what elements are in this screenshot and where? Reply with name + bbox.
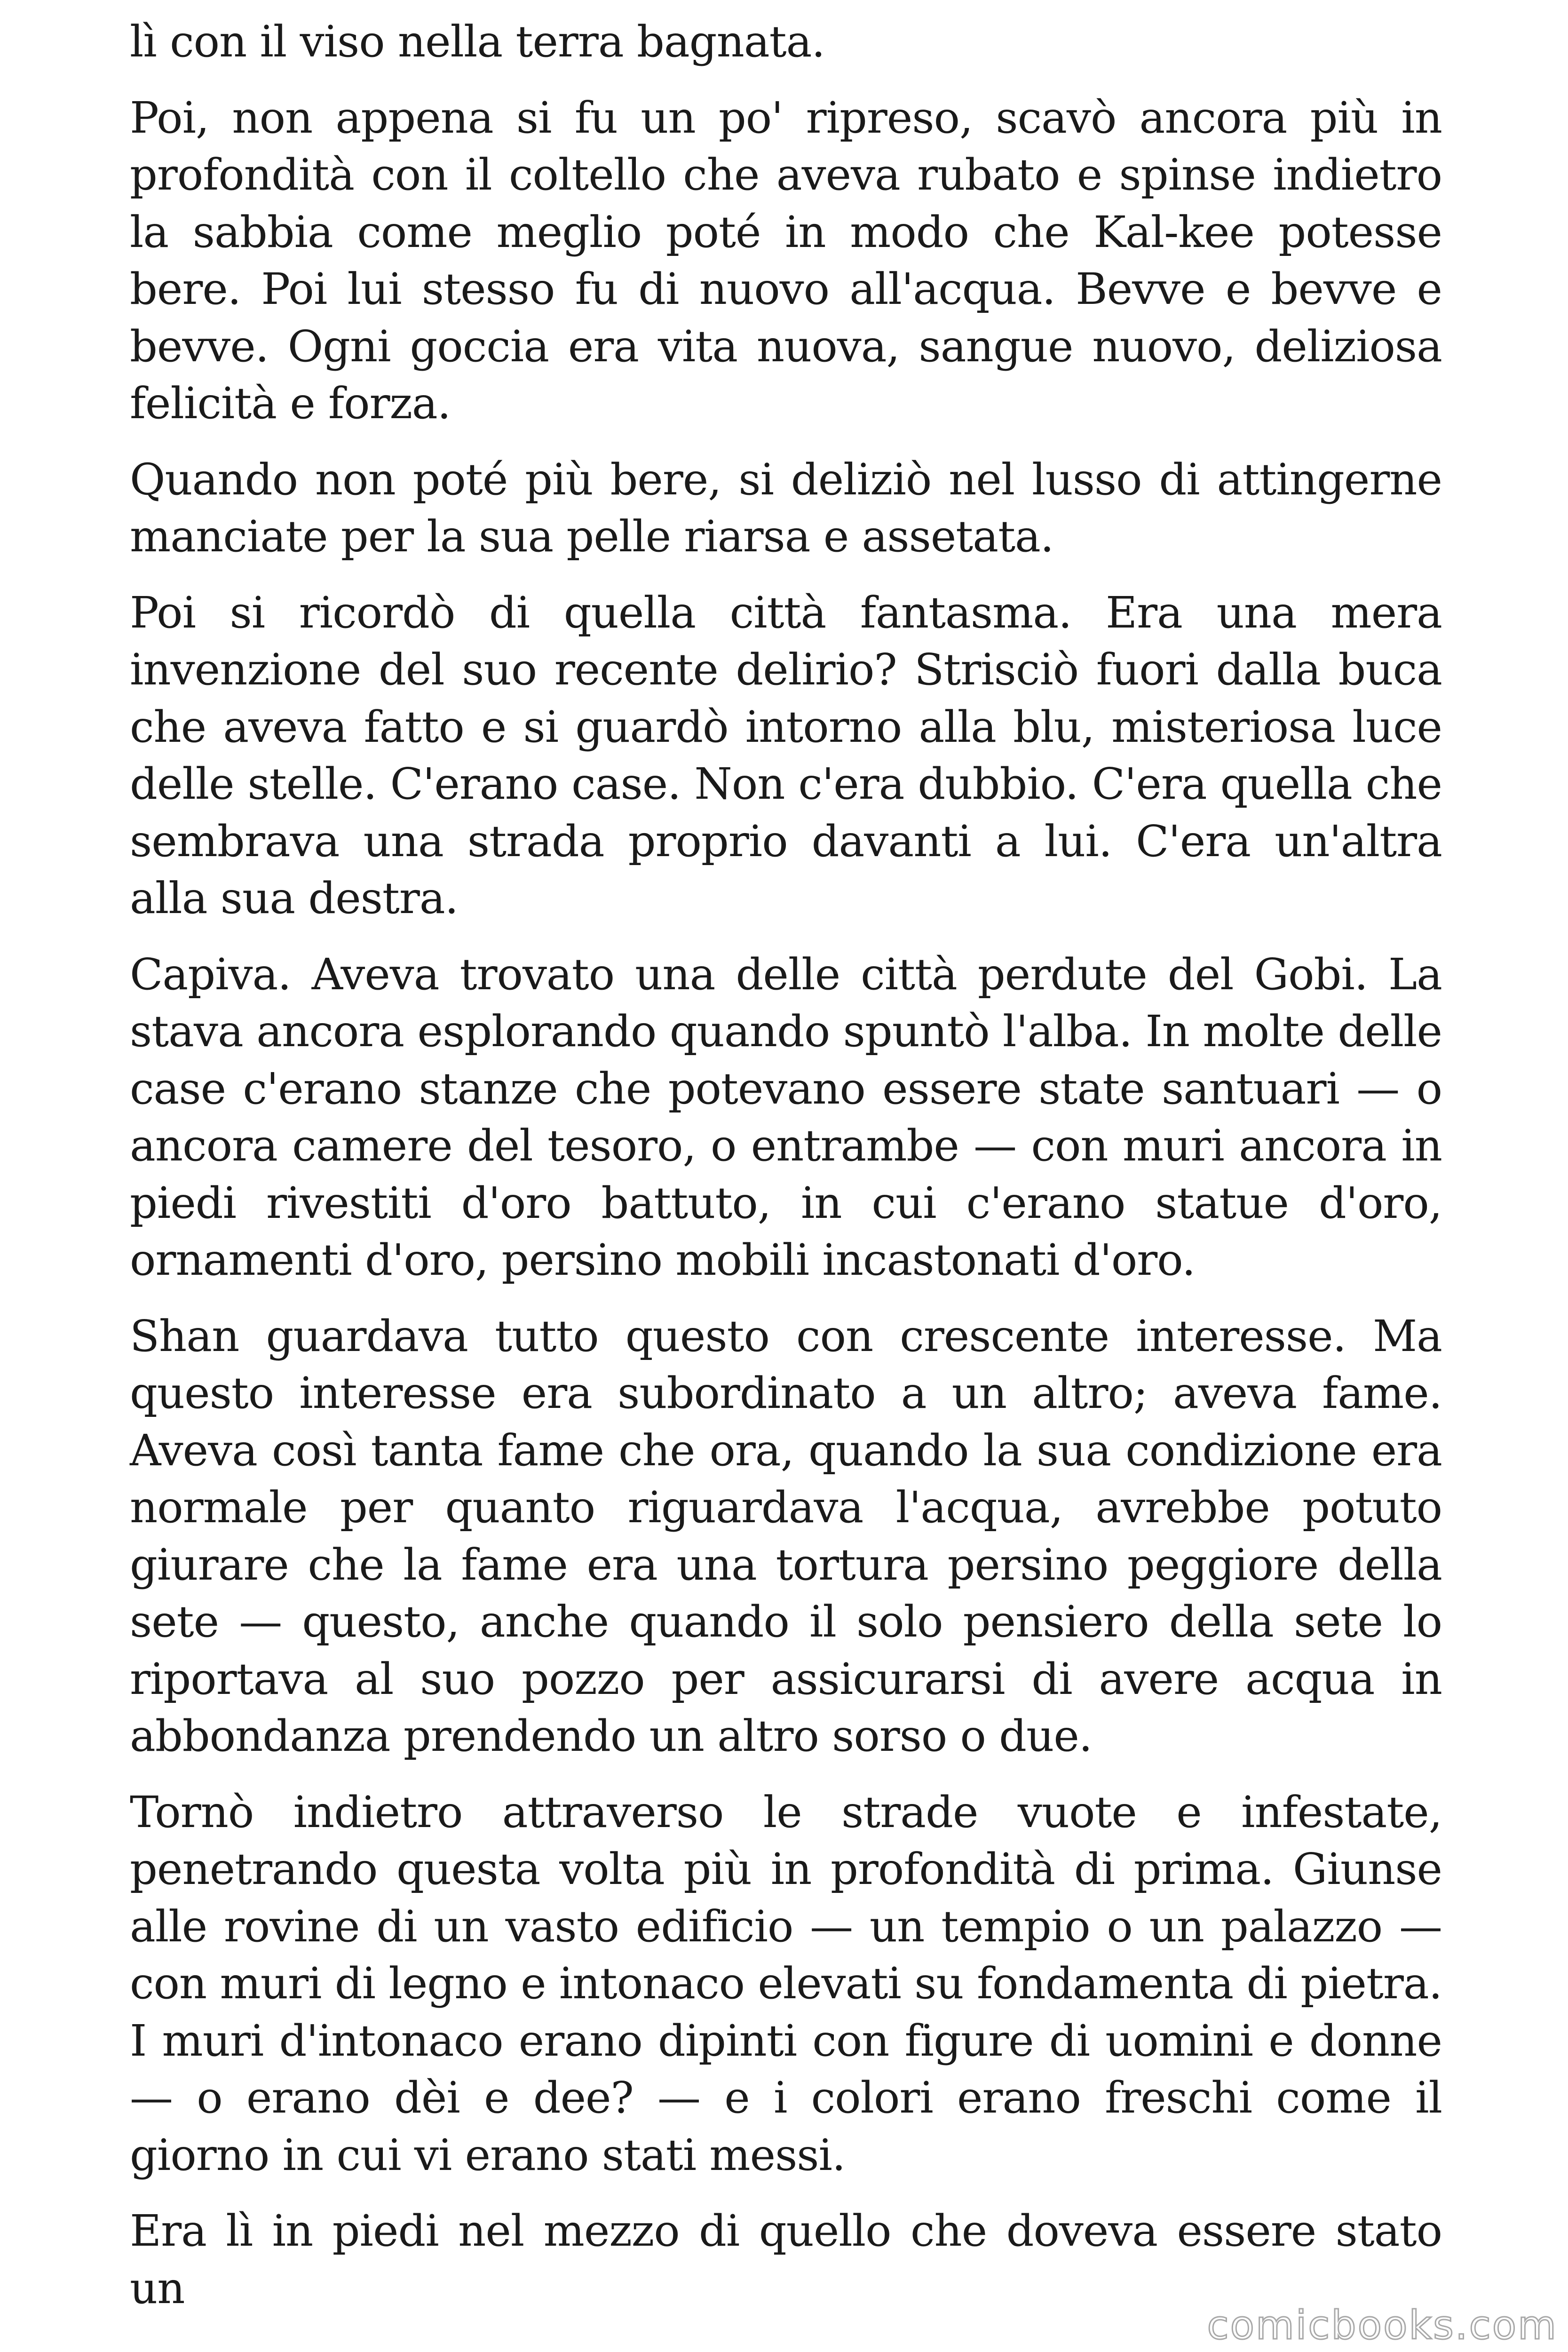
paragraph: Poi, non appena si fu un po' ripreso, scavò ancora più in profondità con il coltello che aveva rubato e spinse indietro la sabbia come meglio poté in modo che Kal-kee potesse bere. Poi lui stesso fu di nuovo all'acqua. Bevve e bevve e bevve. Ogni goccia era vita nuova, sangue nuovo, deliziosa felicità e forza. (130, 92, 1442, 429)
watermark-logo: comicbooks.com (1207, 2302, 1558, 2348)
paragraph: lì con il viso nella terra bagnata. (130, 16, 825, 67)
paragraph: Era lì in piedi nel mezzo di quello che doveva essere stato un (130, 2206, 1442, 2313)
paragraph: Quando non poté più bere, si deliziò nel lusso di attingerne manciate per la sua pelle riarsa e assetata. (130, 454, 1442, 562)
body-text (130, 13, 1442, 2317)
paragraph: Tornò indietro attraverso le strade vuote e infestate, penetrando questa volta più in profondità di prima. Giunse alle rovine di un vasto edificio — un tempio o un palazzo — con muri di legno e intonaco elevati su fondamenta di pietra. I muri d'intonaco erano dipinti con figure di uomini e donne — o erano dèi e dee? — e i colori erano freschi come il giorno in cui vi erano stati messi. (130, 1787, 1442, 2180)
paragraph: Shan guardava tutto questo con crescente interesse. Ma questo interesse era subordinato a un altro; aveva fame. Aveva così tanta fame che ora, quando la sua condizione era normale per quanto riguardava l'acqua, avrebbe potuto giurare che la fame era una tortura persino peggiore della sete — questo, anche quando il solo pensiero della sete lo riportava al suo pozzo per assicurarsi di avere acqua in abbondanza prendendo un altro sorso o due. (130, 1311, 1442, 1761)
paragraph: Poi si ricordò di quella città fantasma. Era una mera invenzione del suo recente delirio? Strisciò fuori dalla buca che aveva fatto e si guardò intorno alla blu, misteriosa luce delle stelle. C'erano case. Non c'era dubbio. C'era quella che sembrava una strada proprio davanti a lui. C'era un'altra alla sua destra. (130, 587, 1442, 923)
paragraph: Capiva. Aveva trovato una delle città perdute del Gobi. La stava ancora esplorando quando spuntò l'alba. In molte delle case c'erano stanze che potevano essere state santuari — o ancora camere del tesoro, o entrambe — con muri ancora in piedi rivestiti d'oro battuto, in cui c'erano statue d'oro, ornamenti d'oro, persino mobili incastonati d'oro. (130, 949, 1442, 1285)
